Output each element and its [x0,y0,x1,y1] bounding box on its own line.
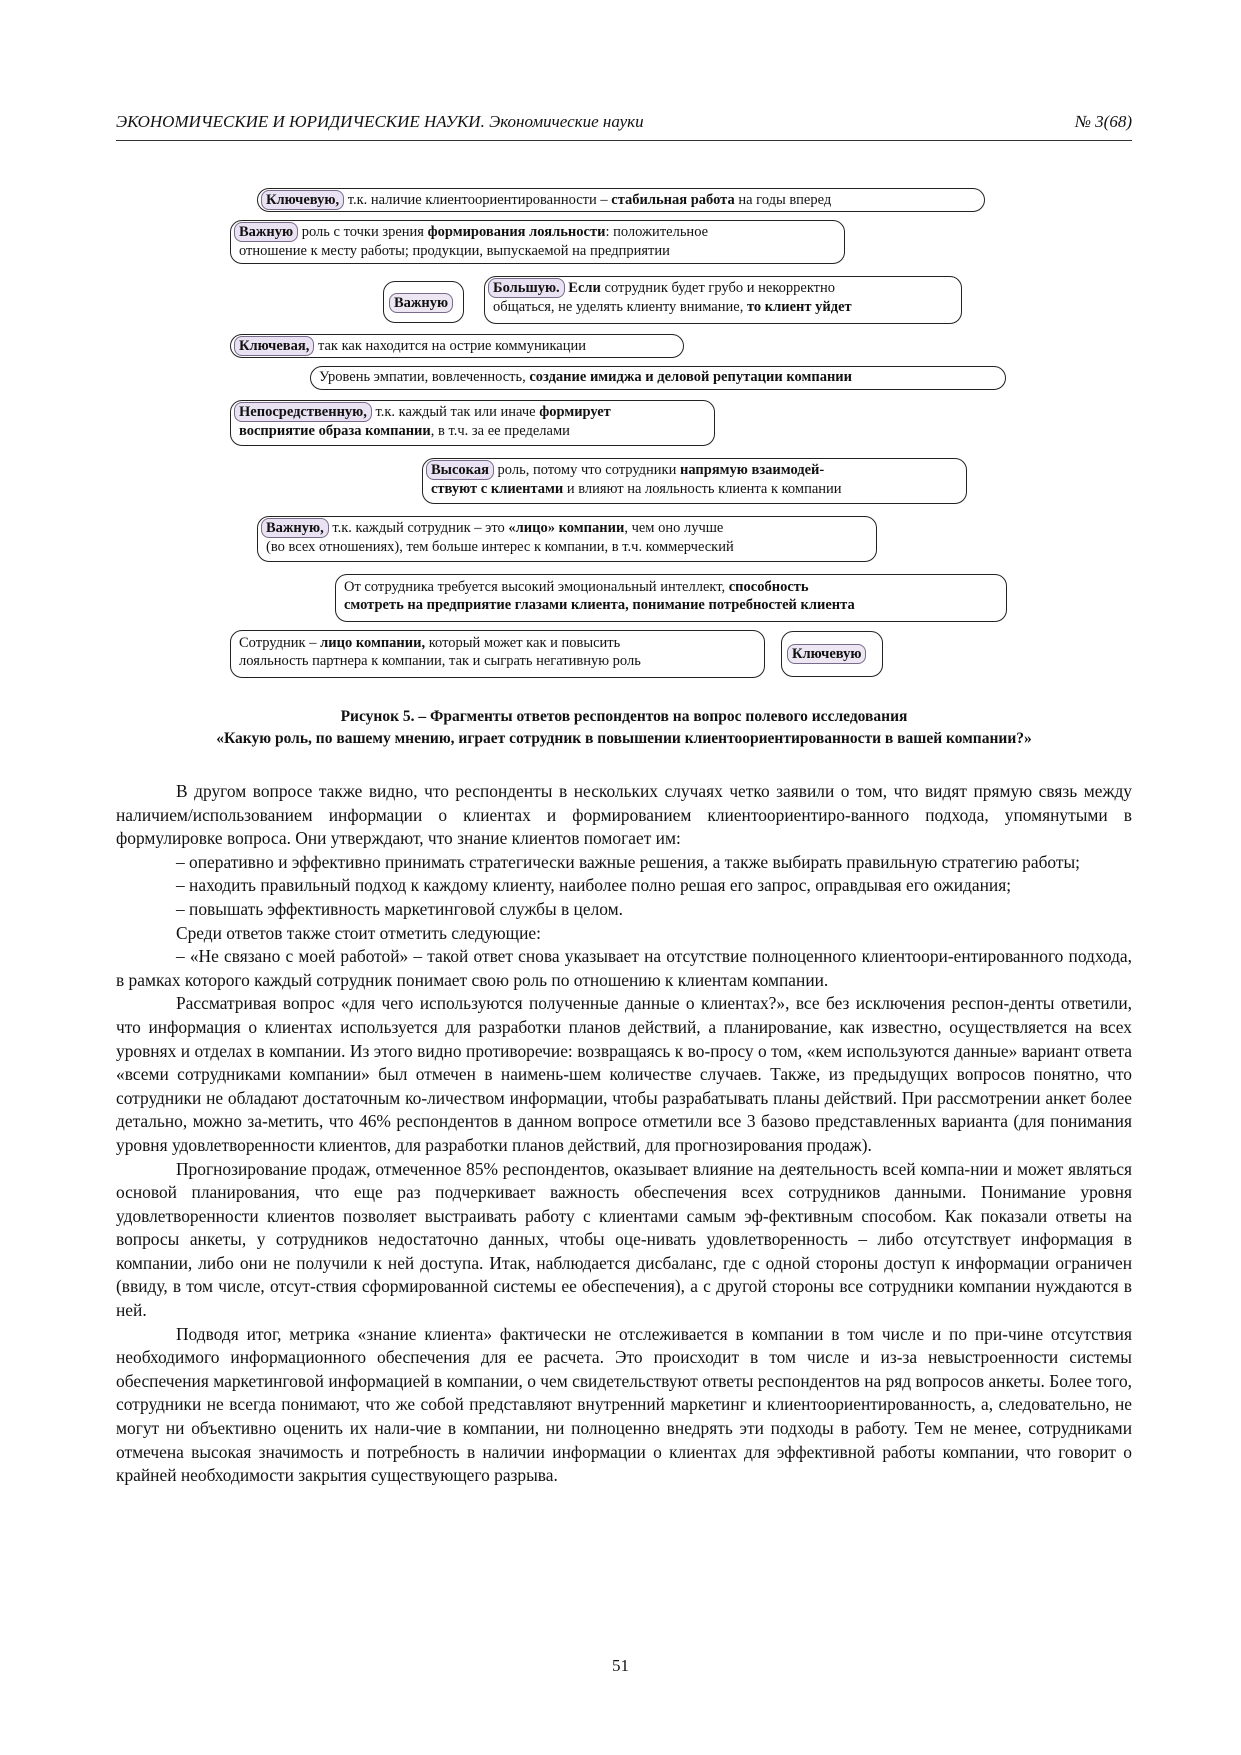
answer-text: Сотрудник – [239,635,321,651]
answer-bold: создание имиджа и деловой репутации компании [529,369,853,385]
answer-box-3b [484,276,962,324]
answer-bold: напрямую взаимодей- [680,462,825,478]
answer-text: лояльность партнера к компании, так и сыграть негативную роль [239,653,641,669]
answer-tag: Высокая [426,460,494,480]
answer-text: роль, потому что сотрудники [493,462,680,478]
answer-bold: лицо компании, [320,635,426,651]
answer-bold: то клиент уйдет [746,299,852,315]
paragraph: Прогнозирование продаж, отмеченное 85% респондентов, оказывает влияние на деятельность всей компа-нии и может являться основой планирования, что еще раз подчеркивает важность обеспечения всех сотрудников данными. Понимание уровня удовлетворенности клиентов позволяет выстраивать работу с клиентами самым эф-фективным способом. Как показали ответы на вопросы анкеты, у сотрудников недостаточно данных, чтобы оце-нивать удовлетворенность – либо отсутствует информация в компании, либо они не получили к ней доступа. Итак, наблюдается дисбаланс, где с одной стороны доступ к информации ограничен (ввиду, в том числе, отсут-ствия сформированной системы ее обеспечения), а с другой стороны все сотрудники компании нуждаются в ней. [116,1158,1132,1321]
answer-text: Уровень эмпатии, вовлеченность, [319,369,530,385]
list-item: – повышать эффективность маркетинговой службы в целом. [176,898,623,919]
answer-bold: стабильная работа [611,192,735,208]
answer-text: т.к. каждый так или иначе [371,404,540,420]
answer-box-10a [230,630,765,678]
paragraph: Подводя итог, метрика «знание клиента» фактически не отслеживается в компании в том числе и по при-чине отсутствия необходимого информационного обеспечения для ее расчета. Это происходит в том числе и из-за невыстроенности системы обеспечения маркетинговой информацией в компании, о чем свидетельствуют ответы респондентов на ряд вопросов анкеты. Более того, сотрудники не всегда понимают, что же собой представляют внутренний маркетинг и клиентоориентированность, а, следовательно, не могут ни объективно оценить их нали-чие в компании, ни полноценно внедрять эти подходы в работу. Тем не менее, сотрудниками отмечена высокая значимость и потребность в наличии информации о клиентах для эффективной работы компании, что говорит о крайней необходимости закрытия существующего разрыва. [116,1323,1132,1486]
answer-text: От сотрудника требуется высокий эмоциональный интеллект, [344,579,729,595]
answer-text: на годы вперед [734,192,832,208]
answer-tag: Ключевую, [261,190,344,210]
answer-text: т.к. каждый сотрудник – это [328,520,509,536]
answer-box-7 [422,458,967,504]
answer-text: (во всех отношениях), тем больше интерес к компании, в т.ч. коммерческий [266,539,734,555]
answer-text: который может как и повысить [425,635,621,651]
answer-text: , в т.ч. за ее пределами [430,423,570,439]
answer-box-1 [257,188,985,212]
answer-box-4 [230,334,684,358]
page-number: 51 [612,1656,629,1675]
answer-text: общаться, не уделять клиенту внимание, [493,299,747,315]
list-item: – находить правильный подход к каждому клиенту, наиболее полно решая его запрос, оправдывая его ожидания; [176,875,1012,896]
answer-bold: Если [564,280,601,296]
answer-tag: Важную [389,293,453,313]
answer-tag: Важную [234,222,298,242]
answer-box-9 [335,574,1007,622]
answer-tag: Большую. [488,278,565,298]
paragraph: Рассматривая вопрос «для чего используются полученные данные о клиентах?», все без исключения респон-денты ответили, что информация о клиентах используется для разработки планов действий, а планирование, как известно, осуществляется на всех уровнях и отделах в компании. Из этого видно противоречие: возвращаясь к во-просу о том, «кем используются данные» вариант ответа «всеми сотрудниками компании» был отмечен в наимень-шем количестве случаев. Также, из предыдущих вопросов понятно, что сотрудники не обладают достаточным ко-личеством информации, чтобы разрабатывать планы действий. При рассмотрении анкет более детально, можно за-метить, что 46% респондентов в данном вопросе отметили все 3 базово представленных варианта (для понимания уровня удовлетворенности клиентов, для разработки планов действий, для прогнозирования продаж). [116,993,1132,1155]
answer-bold: формирует [539,404,611,420]
answer-bold: восприятие образа компании [239,423,431,439]
answer-bold: способность [728,579,809,595]
answer-bold: «лицо» компании [508,520,625,536]
caption-line-2: «Какую роль, по вашему мнению, играет сотрудник в повышении клиентоориентированности в вашей компании?» [216,730,1032,747]
answer-tag: Ключевая, [234,336,314,356]
answer-text: и влияют на лояльность клиента к компании [563,481,842,497]
answer-text: : положительное [605,224,709,240]
answer-tag: Непосредственную, [234,402,372,422]
answer-text: т.к. наличие клиентоориентированности – [344,192,612,208]
running-header [116,112,1132,141]
figure-caption [116,706,1132,750]
answer-box-8 [257,516,877,562]
answer-bold: ствуют с клиентами [431,481,564,497]
caption-line-1: Рисунок 5. – Фрагменты ответов респондентов на вопрос полевого исследования [340,708,908,725]
answer-text: , чем оно лучше [624,520,724,536]
list-item: – «Не связано с моей работой» – такой ответ снова указывает на отсутствие полноценного клиентоори-ентированного подхода, в рамках которого каждый сотрудник понимает свою роль по отношению к клиентам компании. [116,946,1132,990]
issue-number: № 3(68) [1074,112,1132,131]
answer-box-3a [383,281,464,323]
answer-text: роль с точки зрения [298,224,428,240]
answer-box-2 [230,220,845,264]
answer-bold: формирования лояльности [427,224,606,240]
journal-title: ЭКОНОМИЧЕСКИЕ И ЮРИДИЧЕСКИЕ НАУКИ. Экономические науки [116,112,644,131]
paragraph: В другом вопросе также видно, что респонденты в нескольких случаях четко заявили о том, что видят прямую связь между наличием/использованием информации о клиентах и формированием клиентоориентиро-ванного подхода, упомянутыми в формулировке вопроса. Они утверждают, что знание клиентов помогает им: [116,781,1132,849]
answer-tag: Ключевую [787,644,866,664]
answer-text: так как находится на острие коммуникации [314,338,587,354]
body-text [116,780,1132,1488]
answer-box-6 [230,400,715,446]
list-item: – оперативно и эффективно принимать стратегически важные решения, а также выбирать правильную стратегию работы; [176,851,1081,872]
answer-text: отношение к месту работы; продукции, выпускаемой на предприятии [239,243,670,259]
answer-bold: смотреть на предприятие глазами клиента, понимание потребностей клиента [344,597,855,613]
paragraph: Среди ответов также стоит отметить следующие: [176,922,541,943]
answer-tag: Важную, [261,518,329,538]
answer-text: сотрудник будет грубо и некорректно [600,280,836,296]
answer-box-5 [310,366,1006,390]
answer-box-10b [781,631,883,677]
